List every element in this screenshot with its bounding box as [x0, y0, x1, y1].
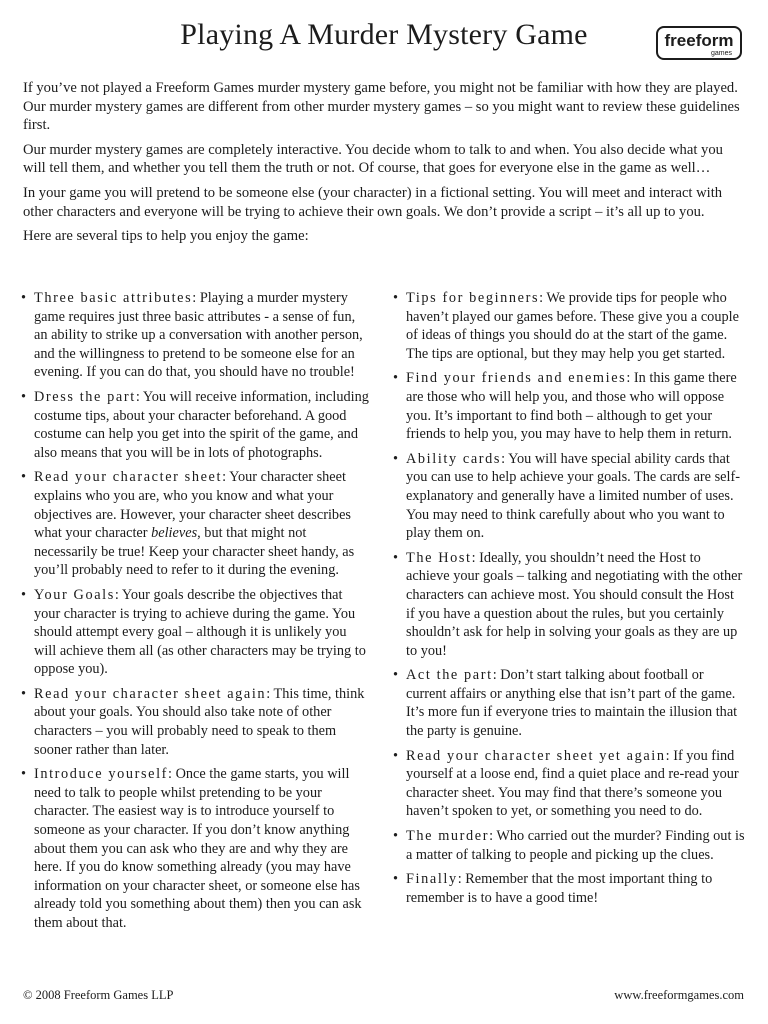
tip-text: Your character sheet explains who you are, who you know and what your objectives are. However, your character sheet describes what your character: [34, 469, 351, 542]
tip-text: Your goals describe the objectives that your character is trying to achieve during the game. You should attempt every goal – although it is unlikely you will achieve them all (as other characters may be trying to oppose you).: [34, 586, 366, 678]
tip-text: Ideally, you shouldn’t need the Host to achieve your goals – talking and negotiating with the other characters can achieve most. You should consult the Host if you have a question about the rules, but you certainly shouldn’t ask for help in solving your goals as they are up to you!: [406, 549, 743, 659]
tip-text: Playing a murder mystery game requires just three basic attributes - a sense of fun, an ability to strike up a conversation with another person, and the willingness to pretend to be someone else for an evening. If you can do that, you should have no trouble!: [34, 290, 363, 381]
tip-item: • Introduce yourself: Once the game starts, you will need to talk to people whilst pretending to be your character. The easiest way is to introduce yourself to someone as your character. If you don’t know anything about them you can ask who they are and why they are here. If you do know something already (you may have information on your character sheet, or someone else has already told you something about them) then you can ask them about that.: [21, 765, 371, 932]
logo-sub-text: games: [710, 50, 732, 57]
tip-item: • Find your friends and enemies: In this game there are those who will help you, and those who will oppose you. It’s important to find both – although to get your friends to help you, you may have to help them in return.: [393, 369, 745, 443]
footer-copyright: © 2008 Freeform Games LLP: [23, 988, 174, 1002]
tip-text: You will receive information, including costume tips, about your character beforehand. A good costume can help you get into the spirit of the game, and also means that you will be in lots of photographs.: [34, 388, 369, 461]
freeform-games-logo: [656, 26, 742, 60]
tip-heading: Dress the part: [34, 388, 136, 405]
tip-text: Remember that the most important thing to remember is to have a good time!: [406, 871, 713, 906]
tip-heading: Act the part: [406, 667, 493, 684]
tip-heading: Introduce yourself: [34, 766, 169, 783]
intro-paragraph: Our murder mystery games are completely interactive. You decide whom to talk to and when. You also decide what you will tell them, and whether you tell them the truth or not. Of course, that goes for everyone else in the game as well…: [23, 141, 723, 177]
tip-text: We provide tips for people who haven’t played our games before. These give you a couple of ideas of things you should do at the start of the game. The tips are optional, but they may help you get started.: [406, 290, 739, 362]
tips-right-column: [393, 289, 745, 913]
tip-item: • Ability cards: You will have special ability cards that you can use to help achieve your goals. The cards are self-explanatory and generally have a limited number of uses. You may need to think carefully about who you want to play them on.: [393, 450, 745, 543]
tip-text-emphasis: believes: [151, 525, 198, 542]
tip-text: If you find yourself at a loose end, find a quiet place and re-read your character sheet. You may find that there’s someone you haven’t spoken to yet, or something you need to do.: [406, 747, 739, 820]
tip-item: • Three basic attributes: Playing a murder mystery game requires just three basic attributes - a sense of fun, an ability to strike up a conversation with another person, and the willingness to pretend to be someone else for an evening. If you can do that, you should have no trouble!: [21, 289, 371, 382]
tip-item: • Read your character sheet: Your character sheet explains who you are, who you know and what your objectives are. However, your character sheet describes what your character believes, but that might not necessarily be true! Keep your character sheet handy, as you’ll probably need to refer to it during the evening.: [21, 468, 371, 580]
footer-website-link[interactable]: www.freeformgames.com: [614, 988, 744, 1002]
tip-heading: Read your character sheet yet again: [406, 747, 666, 764]
tip-heading: Find your friends and enemies: [406, 370, 627, 387]
tip-item: • Finally: Remember that the most important thing to remember is to have a good time!: [393, 870, 745, 907]
tip-text: You will have special ability cards that you can use to help achieve your goals. The cards are self-explanatory and generally have a limited number of uses. You may need to think carefully about who you want to play them on.: [406, 450, 740, 542]
tip-item: • Act the part: Don’t start talking about football or current affairs or anything else that isn’t part of the game. It’s more fun if everyone tries to maintain the illusion that the party is genuine.: [393, 666, 745, 740]
tip-item: • Your Goals: Your goals describe the objectives that your character is trying to achieve during the game. You should attempt every goal – although it is unlikely you will achieve them all (as other characters may be trying to oppose you).: [21, 586, 371, 679]
tip-heading: The Host: [406, 549, 472, 566]
tip-text: Don’t start talking about football or current affairs or anything else that isn’t part of the game. It’s more fun if everyone tries to maintain the illusion that the party is genuine.: [406, 667, 738, 740]
tip-item: • Tips for beginners: We provide tips for people who haven’t played our games before. These give you a couple of ideas of things you should do at the start of the game. The tips are optional, but they may help you get started.: [393, 289, 745, 363]
tip-heading: The murder: [406, 828, 490, 845]
tip-heading: Read your character sheet again: [34, 685, 267, 702]
tip-heading: Three basic attributes: [34, 290, 193, 306]
tips-left-column: [21, 289, 371, 939]
tip-text: Who carried out the murder? Finding out is a matter of talking to people and picking up the clues.: [406, 828, 745, 863]
tip-heading: Tips for beginners: [406, 290, 540, 306]
tip-text: In this game there are those who will help you, and those who will oppose you. It’s important to find both – although to get your friends to help you, you may have to help them in return.: [406, 370, 737, 443]
tip-text: Once the game starts, you will need to talk to people whilst pretending to be your character. The easiest way is to introduce yourself to someone as your character. If you don’t know anything about them you can ask who they are and why they are here. If you do know something already (you may have information on your character sheet, or someone else has already told you something about them) then you can ask them about that.: [34, 766, 362, 931]
intro-paragraph: In your game you will pretend to be someone else (your character) in a fictional setting. You will meet and interact with other characters and everyone will be trying to achieve their own goals. We don’t provide a script – it’s all up to you.: [23, 184, 723, 220]
tip-item: • Read your character sheet yet again: If you find yourself at a loose end, find a quiet place and re-read your character sheet. You may find that there’s someone you haven’t spoken to yet, or something you need to do.: [393, 747, 745, 821]
tip-item: • Read your character sheet again: This time, think about your goals. You should also take note of other characters – you will probably need to speak to them sooner rather than later.: [21, 685, 371, 759]
tip-item: • Dress the part: You will receive information, including costume tips, about your character beforehand. A good costume can help you get into the spirit of the game, and also means that you will be in lots of photographs.: [21, 388, 371, 462]
tip-item: • The Host: Ideally, you shouldn’t need the Host to achieve your goals – talking and negotiating with the other characters can achieve most. You should consult the Host if you have a question about the rules, but you certainly shouldn’t ask for help in solving your goals as they are up to you!: [393, 549, 745, 661]
intro-section: [23, 79, 745, 252]
logo-main-text: freeform: [664, 31, 734, 50]
tip-heading: Read your character sheet: [34, 469, 223, 486]
tip-heading: Ability cards: [406, 450, 502, 467]
intro-paragraph: If you’ve not played a Freeform Games murder mystery game before, you might not be familiar with how they are played. Our murder mystery games are different from other murder mystery games – so you might want to review these guidelines first.: [23, 80, 740, 134]
tip-text: This time, think about your goals. You should also take note of other characters – you will probably need to speak to them sooner rather than later.: [34, 685, 365, 758]
tip-heading: Your Goals: [34, 586, 115, 603]
page-title: Playing A Murder Mystery Game: [180, 18, 588, 51]
tip-text: , but that might not necessarily be true! Keep your character sheet handy, as you’ll probably need to refer to it during the evening.: [34, 525, 355, 579]
tip-item: • The murder: Who carried out the murder? Finding out is a matter of talking to people and picking up the clues.: [393, 827, 745, 864]
tip-heading: Finally: [406, 871, 458, 888]
intro-tips-lead: Here are several tips to help you enjoy the game:: [23, 228, 309, 245]
